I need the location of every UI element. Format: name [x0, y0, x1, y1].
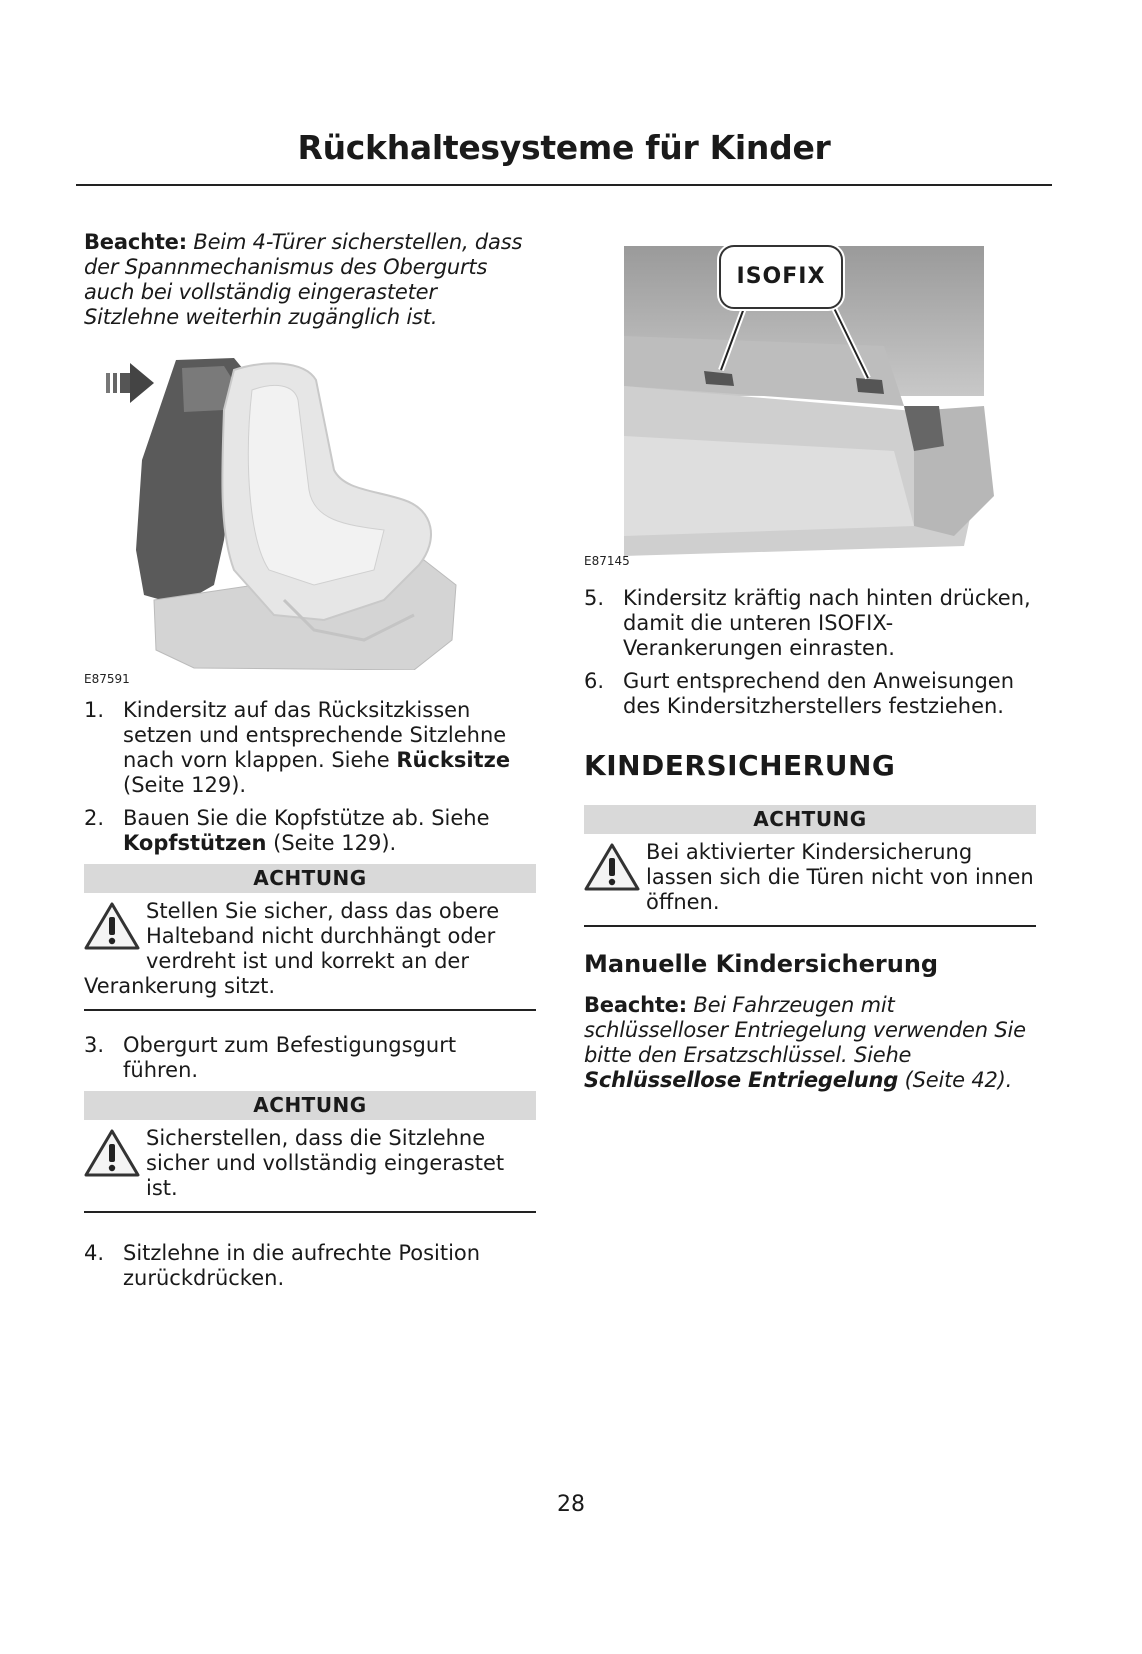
step-text: Bauen Sie die Kopfstütze ab. Siehe — [123, 806, 490, 830]
page-number: 28 — [557, 1492, 585, 1517]
steps-list — [84, 1241, 536, 1291]
step-text: Kindersitz auf das Rücksitzkissen setzen und entsprechende Sitzlehne nach vorn klappen. Siehe — [123, 698, 507, 772]
crossref-link[interactable]: Rücksitze — [396, 748, 511, 772]
warning-title: ACHTUNG — [84, 864, 536, 893]
warning-triangle-icon — [84, 901, 140, 951]
step-text: Gurt entsprechend den Anweisungen des Kindersitzherstellers festziehen. — [623, 669, 1015, 718]
sub-heading: Manuelle Kindersicherung — [584, 950, 939, 978]
warning-text: Stellen Sie sicher, dass das obere Halteband nicht durchhängt oder verdreht ist und korrekt an der Verankerung sitzt. — [84, 899, 500, 998]
step-number: 3. — [84, 1033, 105, 1057]
warning-text: Bei aktivierter Kindersicherung lassen sich die Türen nicht von innen öffnen. — [646, 840, 1034, 914]
push-arrow-icon — [106, 363, 154, 403]
warning-box — [84, 893, 536, 1011]
list-item — [584, 669, 1036, 719]
section-heading: KINDERSICHERUNG — [584, 749, 896, 782]
warning-triangle-icon — [584, 842, 640, 892]
list-item — [84, 1033, 536, 1083]
warning-box — [84, 1120, 536, 1213]
step-number: 6. — [584, 669, 605, 693]
child-seat-illustration — [84, 350, 536, 670]
note-tether — [84, 230, 536, 330]
step-number: 5. — [584, 586, 605, 610]
steps-list — [584, 586, 1036, 719]
crossref-link[interactable]: Schlüssellose Entriegelung — [584, 1068, 899, 1092]
page-ref: (Seite 129). — [266, 831, 397, 855]
note-text: Beim 4-Türer sicherstellen, dass der Spannmechanismus des Obergurts auch bei vollständig eingerasteter Sitzlehne weiterhin zugänglich ist. — [84, 230, 523, 329]
steps-list — [84, 698, 536, 856]
page-ref: (Seite 129). — [123, 773, 247, 797]
page-ref: (Seite 42). — [898, 1068, 1013, 1092]
note-label: Beachte: — [584, 993, 687, 1017]
note-keyless — [584, 993, 1036, 1093]
warning-box — [584, 834, 1036, 927]
list-item — [84, 806, 536, 856]
step-number: 2. — [84, 806, 105, 830]
left-column — [84, 230, 536, 1299]
title-divider — [76, 184, 1052, 186]
child-seat-figure — [84, 350, 536, 690]
steps-list — [84, 1033, 536, 1083]
right-column — [584, 236, 1036, 1093]
list-item — [84, 698, 536, 798]
warning-title: ACHTUNG — [84, 1091, 536, 1120]
warning-title: ACHTUNG — [584, 805, 1036, 834]
step-number: 4. — [84, 1241, 105, 1265]
warning-triangle-icon — [84, 1128, 140, 1178]
isofix-figure — [584, 236, 1036, 606]
crossref-link[interactable]: Kopfstützen — [123, 831, 267, 855]
step-text: Kindersitz kräftig nach hinten drücken, damit die unteren ISOFIX-Verankerungen einrasten. — [623, 586, 1031, 660]
isofix-label: ISOFIX — [736, 264, 826, 289]
note-label: Beachte: — [84, 230, 187, 254]
figure-id: E87591 — [84, 672, 130, 686]
step-text: Sitzlehne in die aufrechte Position zurückdrücken. — [123, 1241, 481, 1290]
figure-id: E87145 — [584, 554, 630, 568]
note-text: Bei Fahrzeugen mit schlüsselloser Entriegelung verwenden Sie bitte den Ersatzschlüssel. Siehe — [584, 993, 1026, 1067]
step-text: Obergurt zum Befestigungsgurt führen. — [123, 1033, 457, 1082]
step-number: 1. — [84, 698, 105, 722]
list-item — [84, 1241, 536, 1291]
page-title: Rückhaltesysteme für Kinder — [297, 128, 831, 167]
list-item — [584, 586, 1036, 661]
warning-text: Sicherstellen, dass die Sitzlehne sicher und vollständig eingerastet ist. — [146, 1126, 505, 1200]
